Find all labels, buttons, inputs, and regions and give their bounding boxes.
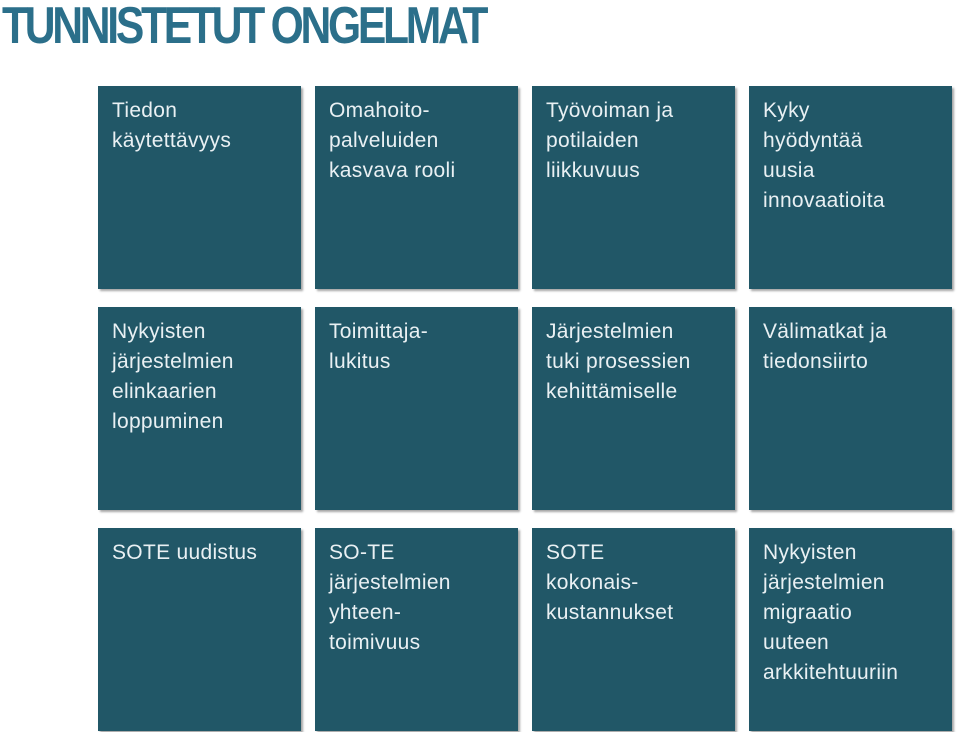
tile-kokonaiskustannukset: SOTE kokonais- kustannukset — [532, 528, 735, 731]
tile-valimatkat: Välimatkat ja tiedonsiirto — [749, 307, 952, 510]
tile-toimittajalukitus: Toimittaja- lukitus — [315, 307, 518, 510]
tile-migraatio: Nykyisten järjestelmien migraatio uuteen arkkitehtuuriin — [749, 528, 952, 731]
tile-tiedon-kaytettavyys: Tiedon käytettävyys — [98, 86, 301, 289]
tile-tyovoiman-liikkuvuus: Työvoiman ja potilaiden liikkuvuus — [532, 86, 735, 289]
page-title: TUNNISTETUT ONGELMAT — [2, 0, 486, 55]
tile-prosessien-tuki: Järjestelmien tuki prosessien kehittämiselle — [532, 307, 735, 510]
tile-yhteentoimivuus: SO-TE järjestelmien yhteen- toimivuus — [315, 528, 518, 731]
tile-sote-uudistus: SOTE uudistus — [98, 528, 301, 731]
tile-innovaatiot: Kyky hyödyntää uusia innovaatioita — [749, 86, 952, 289]
problem-grid — [98, 86, 954, 731]
tile-elinkaarien-loppuminen: Nykyisten järjestelmien elinkaarien loppuminen — [98, 307, 301, 510]
tile-omahoitopalvelut: Omahoito- palveluiden kasvava rooli — [315, 86, 518, 289]
